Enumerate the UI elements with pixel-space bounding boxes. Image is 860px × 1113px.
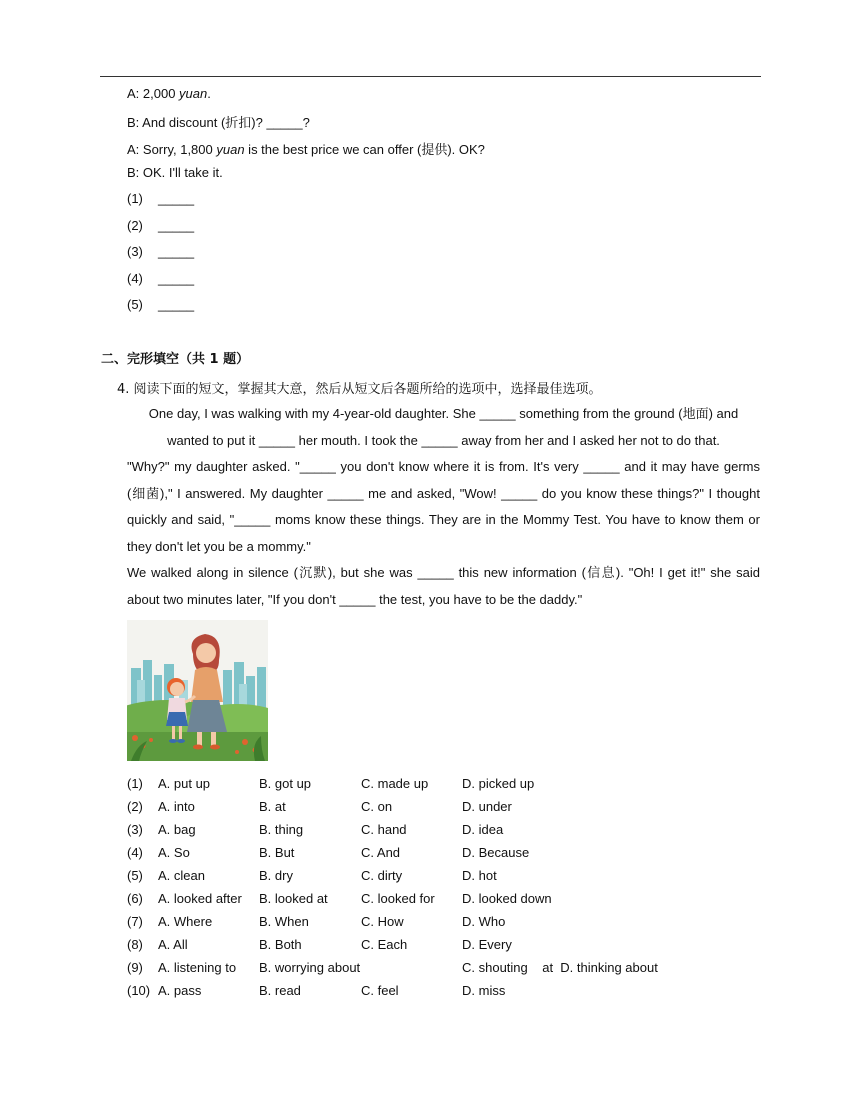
option-b[interactable]: B. at (259, 799, 286, 814)
answer-blank[interactable]: _____ (158, 218, 195, 233)
option-d[interactable]: D. Because (462, 845, 530, 860)
option-d[interactable]: D. Every (462, 937, 512, 952)
dialogue-line-4: B: OK. I'll take it. (127, 165, 223, 180)
passage-paragraph-2: "Why?" my daughter asked. "_____ you don't know where it is from. It's very _____ and it may have germs (细菌)," I answered. My daughter _____ me and asked, "Wow! _____ do you know these things?" I thought quickly and said, "_____ moms know these things. They are in the Mommy Test. You have to know them or they don't let you be a mommy." (127, 459, 760, 554)
option-b[interactable]: B. Both (259, 937, 302, 952)
option-c[interactable]: C. hand (361, 822, 407, 837)
option-a[interactable]: A. pass (158, 983, 202, 998)
dialogue-line-1: A: 2,000 yuan. (127, 86, 211, 101)
option-a[interactable]: A. listening to (158, 960, 237, 975)
option-d[interactable]: D. idea (462, 822, 504, 837)
question-instruction: 4. 阅读下面的短文，掌握其大意，然后从短文后各题所给的选项中，选择最佳选项。 (117, 382, 602, 397)
option-c[interactable]: C. on (361, 799, 393, 814)
answer-blank-row: (4) _____ (127, 271, 195, 286)
option-a[interactable]: A. All (158, 937, 188, 952)
option-d[interactable]: D. picked up (462, 776, 535, 791)
answer-blank[interactable]: _____ (158, 297, 195, 312)
option-b[interactable]: B. read (259, 983, 301, 998)
answer-blank-row: (1) _____ (127, 191, 195, 206)
option-d[interactable]: D. looked down (462, 891, 552, 906)
option-c[interactable]: C. feel (361, 983, 399, 998)
dialogue-line-3: A: Sorry, 1,800 yuan is the best price we can offer (提供). OK? (127, 142, 485, 157)
option-a[interactable]: A. clean (158, 868, 205, 883)
option-d[interactable]: D. Who (462, 914, 506, 929)
option-b[interactable]: B. looked at (259, 891, 328, 906)
option-a[interactable]: A. looked after (158, 891, 242, 906)
passage-line-2: wanted to put it _____ her mouth. I took the _____ away from her and I asked her not to do that. (167, 432, 720, 448)
cloze-passage (127, 401, 760, 613)
option-c[interactable]: C. Each (361, 937, 408, 952)
option-c[interactable]: C. looked for (361, 891, 435, 906)
answer-blank-row: (5) _____ (127, 297, 195, 312)
mother-daughter-illustration (127, 620, 268, 761)
option-b[interactable]: B. But (259, 845, 295, 860)
option-c[interactable]: C. made up (361, 776, 429, 791)
option-c[interactable]: C. dirty (361, 868, 403, 883)
option-d[interactable]: D. miss (462, 983, 506, 998)
option-b[interactable]: B. When (259, 914, 309, 929)
passage-paragraph-3: We walked along in silence (沉默), but she was _____ this new information (信息). "Oh! I get it!" she said about two minutes later, "If you don't _____ the test, you have to be the daddy." (127, 565, 760, 607)
answer-blank-row: (3) _____ (127, 244, 195, 259)
passage-line-1: One day, I was walking with my 4-year-old daughter. She _____ something from the ground (地面) and (148, 406, 739, 421)
dialogue-line-2: B: And discount (折扣)? _____? (127, 115, 310, 130)
option-a[interactable]: A. put up (158, 776, 211, 791)
option-a[interactable]: A. So (158, 845, 190, 860)
answer-blank[interactable]: _____ (158, 244, 195, 259)
option-c[interactable]: C. How (361, 914, 404, 929)
option-b[interactable]: B. worrying about (259, 960, 361, 975)
option-d[interactable]: D. hot (462, 868, 497, 883)
section-title: 二、完形填空（共 1 题） (101, 352, 250, 367)
option-a[interactable]: A. Where (158, 914, 213, 929)
option-b[interactable]: B. got up (259, 776, 312, 791)
option-b[interactable]: B. dry (259, 868, 293, 883)
option-c-d[interactable]: C. shouting at D. thinking about (462, 960, 658, 975)
option-a[interactable]: A. into (158, 799, 195, 814)
option-d[interactable]: D. under (462, 799, 512, 814)
answer-blank-row: (2) _____ (127, 218, 195, 233)
option-b[interactable]: B. thing (259, 822, 304, 837)
option-a[interactable]: A. bag (158, 822, 196, 837)
header-rule (100, 76, 761, 77)
option-c[interactable]: C. And (361, 845, 401, 860)
answer-blank[interactable]: _____ (158, 271, 195, 286)
answer-blank[interactable]: _____ (158, 191, 195, 206)
